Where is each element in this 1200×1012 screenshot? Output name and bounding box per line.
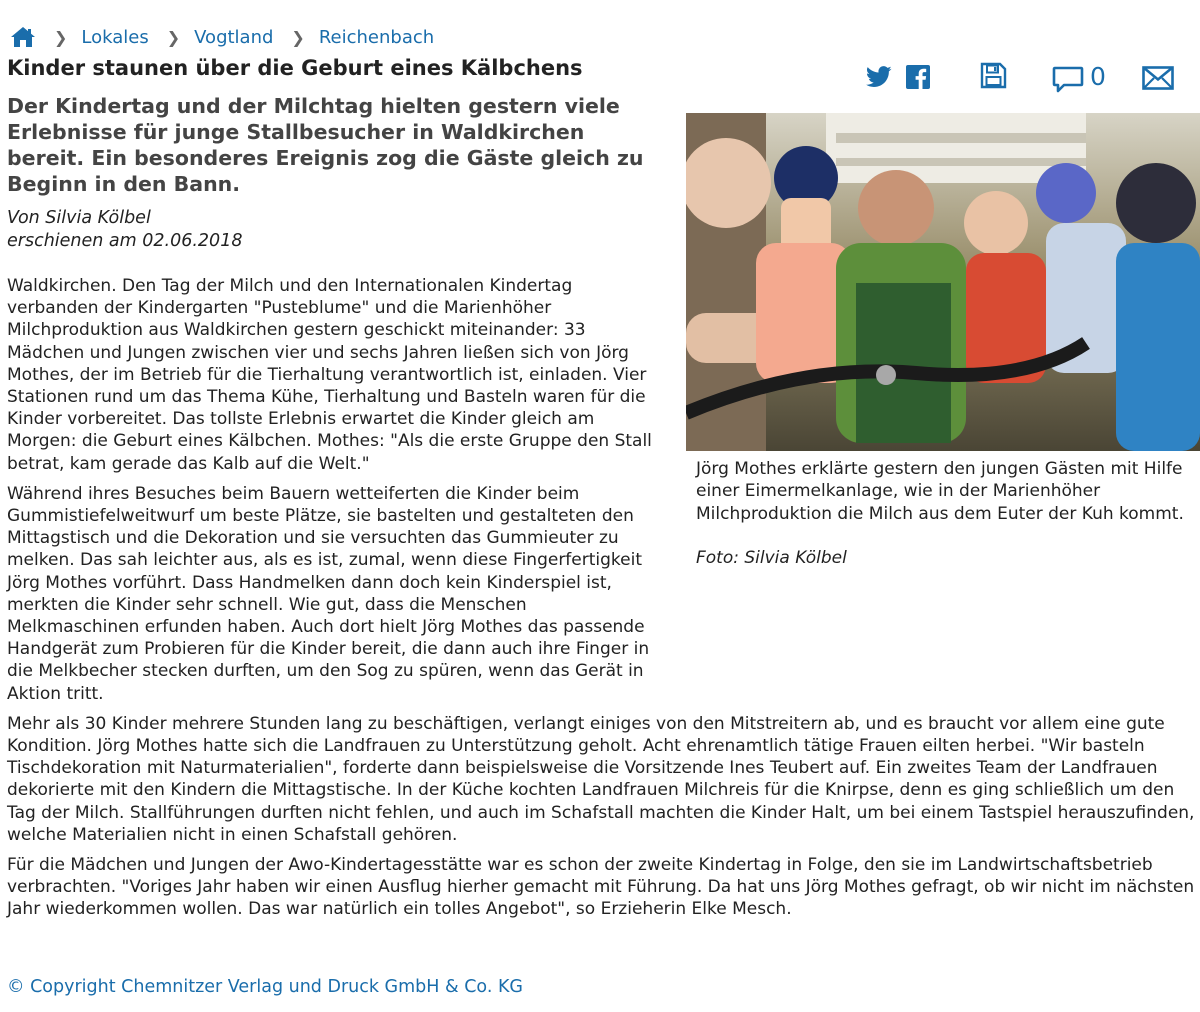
article-lead: Der Kindertag und der Milchtag hielten gestern viele Erlebnisse für junge Stallbesucher in Waldkirchen bereit. Ein besonderes Ereignis zog die Gäste gleich zu Beginn in den Bann. bbox=[7, 94, 644, 196]
breadcrumb-link-reichenbach[interactable]: Reichenbach bbox=[318, 26, 435, 48]
article-paragraph: Während ihres Besuches beim Bauern wetteiferten die Kinder beim Gummistiefelweitwurf um beste Plätze, sie bastelten und gestalteten den Mittagstisch und die Dekoration und sie versuchten das Gummieuter zu melken. Das sah leichter aus, als es ist, zumal, wenn diese Fingerfertigkeit Jörg Mothes vorführt. Dass Handmelken dann doch kein Kinderspiel ist, merkten die Kinder sehr schnell. Wie gut, dass die Menschen Melkmaschinen erfunden haben. Auch dort hielt Jörg Mothes das passende Handgerät zum Probieren für die Kinder bereit, die dann auch ihre Finger in die Melkbecher stecken durften, um den Sog zu spüren, wenn das Gerät in Aktion tritt. bbox=[7, 483, 650, 704]
article-title: Kinder staunen über die Geburt eines Kälbchens bbox=[7, 56, 583, 80]
photo-float-spacer bbox=[657, 275, 1197, 677]
breadcrumb-link-lokales[interactable]: Lokales bbox=[81, 26, 149, 48]
article-body bbox=[7, 275, 1197, 929]
breadcrumb bbox=[10, 24, 434, 50]
mail-icon[interactable] bbox=[1142, 66, 1174, 94]
share-toolbar bbox=[864, 60, 1194, 94]
save-icon[interactable] bbox=[980, 62, 1007, 93]
twitter-icon[interactable] bbox=[866, 66, 892, 92]
comment-count[interactable]: 0 bbox=[1090, 62, 1106, 91]
breadcrumb-link-vogtland[interactable]: Vogtland bbox=[194, 26, 274, 48]
facebook-icon[interactable] bbox=[906, 65, 930, 93]
photo-credit: Foto: Silvia Kölbel bbox=[696, 548, 847, 569]
copyright-link[interactable]: © Copyright Chemnitzer Verlag und Druck GmbH & Co. KG bbox=[7, 977, 523, 997]
chevron-right-icon: ❯ bbox=[166, 27, 181, 47]
article-paragraph: Für die Mädchen und Jungen der Awo-Kindertagesstätte war es schon der zweite Kindertag in Folge, den sie im Landwirtschaftsbetrieb verbrachten. "Voriges Jahr haben wir einen Ausflug hierher gemacht mit Führung. Da hat uns Jörg Mothes gefragt, ob wir nicht im nächsten Jahr wiederkommen wollen. Das war natürlich ein tolles Angebot", so Erzieherin Elke Mesch. bbox=[7, 855, 1195, 920]
chevron-right-icon: ❯ bbox=[291, 27, 305, 47]
article-paragraph: Waldkirchen. Den Tag der Milch und den Internationalen Kindertag verbanden der Kindergarten "Pusteblume" und die Marienhöher Milchproduktion aus Waldkirchen gestern geschickt miteinander: 33 Mädchen und Jungen zwischen vier und sechs Jahren ließen sich von Jörg Mothes, der im Betrieb für die Tierhaltung verantwortlich ist, einladen. Vier Stationen rund um das Thema Kühe, Tierhaltung und Basteln waren für die Kinder vorbereitet. Das tollste Erlebnis erwartet die Kinder gleich am Morgen: die Geburt eines Kälbchen. Mothes: "Als die erste Gruppe den Stall betrat, kam gerade das Kalb auf die Welt." bbox=[7, 276, 652, 474]
article-date: erschienen am 02.06.2018 bbox=[7, 231, 243, 251]
article-paragraph: Mehr als 30 Kinder mehrere Stunden lang zu beschäftigen, verlangt einiges von den Mitstreitern ab, und es braucht vor allem eine gute Kondition. Jörg Mothes hatte sich die Landfrauen zu Unterstützung geholt. Acht ehrenamtlich tätige Frauen eilten herbei. "Wir basteln Tischdekoration mit Naturmaterialien", forderte dann beispielsweise die Vorsitzende Ines Teubert auf. Ein zweites Team der Landfrauen dekorierte mit den Kindern die Mittagstische. In der Küche kochten Landfrauen Milchreis für die Knirpse, denn es ging schließlich um den Tag der Milch. Stallführungen durften nicht fehlen, und auch im Schafstall machten die Kinder Halt, um bei einem Tastspiel herauszufinden, welche Materialien nicht in einen Schafstall gehören. bbox=[7, 713, 1195, 845]
article-author: Von Silvia Kölbel bbox=[7, 208, 151, 228]
chevron-right-icon: ❯ bbox=[54, 27, 68, 47]
caption-text: Jörg Mothes erklärte gestern den jungen Gästen mit Hilfe einer Eimermelkanlage, wie in der Marienhöher Milchproduktion die Milch aus dem Euter der Kuh kommt. bbox=[696, 459, 1184, 524]
comment-icon[interactable] bbox=[1052, 66, 1084, 98]
home-icon[interactable] bbox=[10, 26, 36, 48]
article-meta bbox=[7, 207, 242, 253]
